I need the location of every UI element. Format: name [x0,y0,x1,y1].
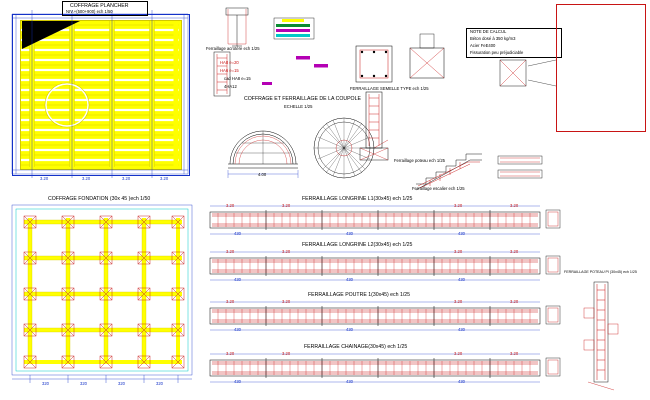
beam1-dim-2: 3.20 [454,203,463,208]
beam3-bdim-2: 430 [458,327,465,332]
beam1-bdim-2: 430 [458,231,465,236]
poteau-title: Ferraillage poteau ech 1/25 [394,158,445,163]
poteau-right-title: FERRAILLAGE POTEAU PI (30x45) ech 1/25 [564,270,637,274]
note-ha6: HA6 e=15 [220,68,239,73]
fondation-title: COFFRAGE FONDATION (30x 45 )ech 1/50 [48,196,151,202]
block-coffrage-plancher [10,4,195,184]
beam4-dim-0: 3.20 [226,351,235,356]
escalier-title: Ferraillage escalier ech 1/25 [412,186,465,191]
beam4-bdim-1: 430 [346,379,353,384]
beam1-dim-3: 3.20 [510,203,519,208]
note-ha8: HA8 e=20 [220,60,239,65]
acrotere-title: Ferraillage acrotère ech 1/25 [206,46,260,51]
beam3-bdim-0: 430 [234,327,241,332]
beam3-dim-2: 3.20 [454,299,463,304]
beam-title-3: FERRAILLAGE POUTRE 1(30x45) ech 1/25 [308,292,411,298]
plancher-dim-b3: 3.20 [160,176,169,181]
beam2-bdim-1: 430 [346,277,353,282]
block-note-calcul [466,28,566,96]
note-line-3: Fissuration peu préjudiciable [470,50,524,55]
note-line-0: NOTE DE CALCUL [470,29,507,34]
beam1-bdim-1: 430 [346,231,353,236]
beam2-dim-0: 3.20 [226,249,235,254]
beam4-dim-1: 3.20 [282,351,291,356]
beam2-bdim-2: 430 [458,277,465,282]
beam4-dim-2: 3.20 [454,351,463,356]
fondation-dim-3: 320 [156,381,163,386]
beam2-dim-3: 3.20 [510,249,519,254]
poteau-right-elevation [570,278,640,398]
block-escalier [412,140,552,196]
beam3-dim-3: 3.20 [510,299,519,304]
beam-row-longrine-l2 [204,244,564,284]
note-line-2: Acier FeE400 [470,43,496,48]
coupole-dim: 4.00 [258,172,267,177]
beam2-dim-1: 3.20 [282,249,291,254]
beam-row-longrine-l1 [204,198,564,238]
beam3-bdim-1: 430 [346,327,353,332]
beam3-dim-0: 3.20 [226,299,235,304]
coupole-title-2: ECHELLE 1/25 [284,104,313,109]
note-line-1: Béton dosé à 350 kg/m3 [470,36,516,41]
note-sketch [466,58,566,126]
coupole-title-1: COFFRAGE ET FERRAILLAGE DE LA COUPOLE [244,96,361,102]
beam-row-chainage [204,346,564,386]
semelle-title: FERRAILLAGE SEMELLE TYPE ech 1/25 [350,86,429,91]
fondation-dim-2: 320 [118,381,125,386]
beam-title-1: FERRAILLAGE LONGRINE L1(30x45) ech 1/25 [302,196,413,202]
plancher-dim-b0: 3.20 [40,176,49,181]
note-cad: cad HA8 e=15 [224,76,251,81]
block-poteau-right [564,270,640,390]
beam2-bdim-0: 430 [234,277,241,282]
beam3-dim-1: 3.20 [282,299,291,304]
note-4ha12: 4HA12 [224,84,237,89]
beam4-bdim-0: 430 [234,379,241,384]
beam-title-4: FERRAILLAGE CHAINAGE(30x45) ech 1/25 [304,344,408,350]
plancher-title-2: NIV.+(500+900) ech 1/50 [66,9,113,14]
plancher-title-1: COFFRAGE PLANCHER [70,3,129,9]
beam-row-poutre-1 [204,294,564,334]
fondation-dim-1: 320 [80,381,87,386]
beam2-dim-2: 3.20 [454,249,463,254]
fondation-plan [10,196,200,392]
block-coffrage-fondation [10,196,200,392]
beam4-bdim-2: 430 [458,379,465,384]
beam1-bdim-0: 430 [234,231,241,236]
beam4-dim-3: 3.20 [510,351,519,356]
fondation-dim-0: 320 [42,381,49,386]
plancher-title-box [62,1,148,16]
titleblock-frame [556,4,646,132]
plancher-dim-b2: 3.20 [122,176,131,181]
beam-title-2: FERRAILLAGE LONGRINE L2(30x45) ech 1/25 [302,242,413,248]
plancher-joists [10,4,195,184]
beam1-dim-1: 3.20 [282,203,291,208]
plancher-dim-b1: 3.20 [82,176,91,181]
beam1-dim-0: 3.20 [226,203,235,208]
